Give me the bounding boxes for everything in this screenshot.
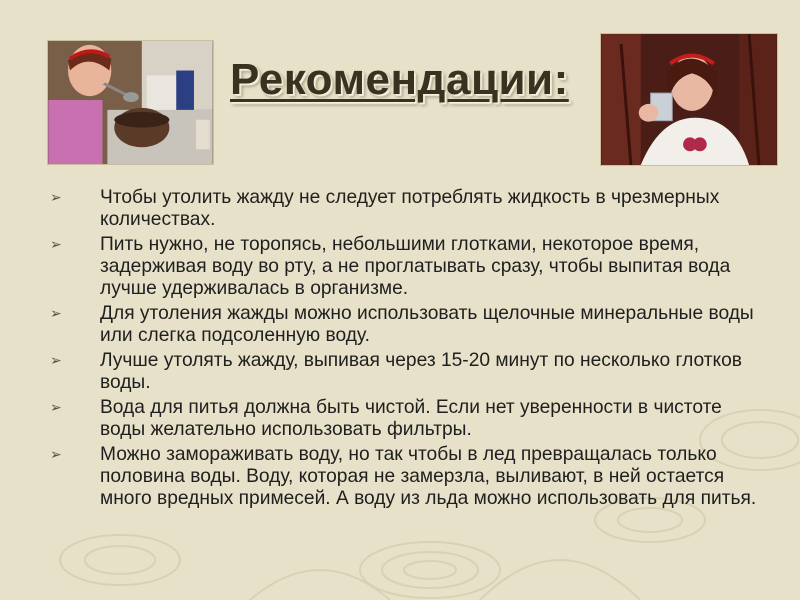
list-item bbox=[47, 350, 767, 394]
arrow-bullet-icon: ➢ bbox=[50, 399, 62, 415]
list-item-text: Для утоления жажды можно использовать щелочные минеральные воды или слегка подсоленную воду. bbox=[100, 303, 754, 346]
list-item-text: Лучше утолять жажду, выпивая через 15-20 минут по несколько глотков воды. bbox=[100, 350, 743, 393]
arrow-bullet-icon: ➢ bbox=[50, 305, 62, 321]
left-photo bbox=[47, 40, 214, 165]
arrow-bullet-icon: ➢ bbox=[50, 446, 62, 462]
arrow-bullet-icon: ➢ bbox=[50, 236, 62, 252]
list-item bbox=[47, 444, 767, 510]
list-item-text: Пить нужно, не торопясь, небольшими глотками, некоторое время, задерживая воду во рту, а не проглатывать сразу, чтобы выпитая вода лучше удерживалась в организме. bbox=[100, 234, 731, 299]
right-photo bbox=[600, 33, 778, 166]
list-item-text: Чтобы утолить жажду не следует потреблять жидкость в чрезмерных количествах. bbox=[100, 187, 720, 230]
list-item-text: Вода для питья должна быть чистой. Если нет уверенности в чистоте воды желательно использовать фильтры. bbox=[100, 397, 722, 440]
girl-tasting-from-ladle-photo bbox=[48, 41, 213, 164]
slide-title: Рекомендации: bbox=[230, 55, 569, 104]
arrow-bullet-icon: ➢ bbox=[50, 189, 62, 205]
list-item bbox=[47, 397, 767, 441]
list-item bbox=[47, 187, 767, 231]
list-item-text: Можно замораживать воду, но так чтобы в лед превращалась только половина воды. Воду, которая не замерзла, выливают, в ней остается много вредных примесей. А воду из льда можно использовать для питья. bbox=[100, 444, 757, 509]
list-item bbox=[47, 234, 767, 300]
arrow-bullet-icon: ➢ bbox=[50, 352, 62, 368]
girl-drinking-water-photo bbox=[601, 34, 777, 165]
recommendations-list bbox=[47, 187, 767, 513]
list-item bbox=[47, 303, 767, 347]
